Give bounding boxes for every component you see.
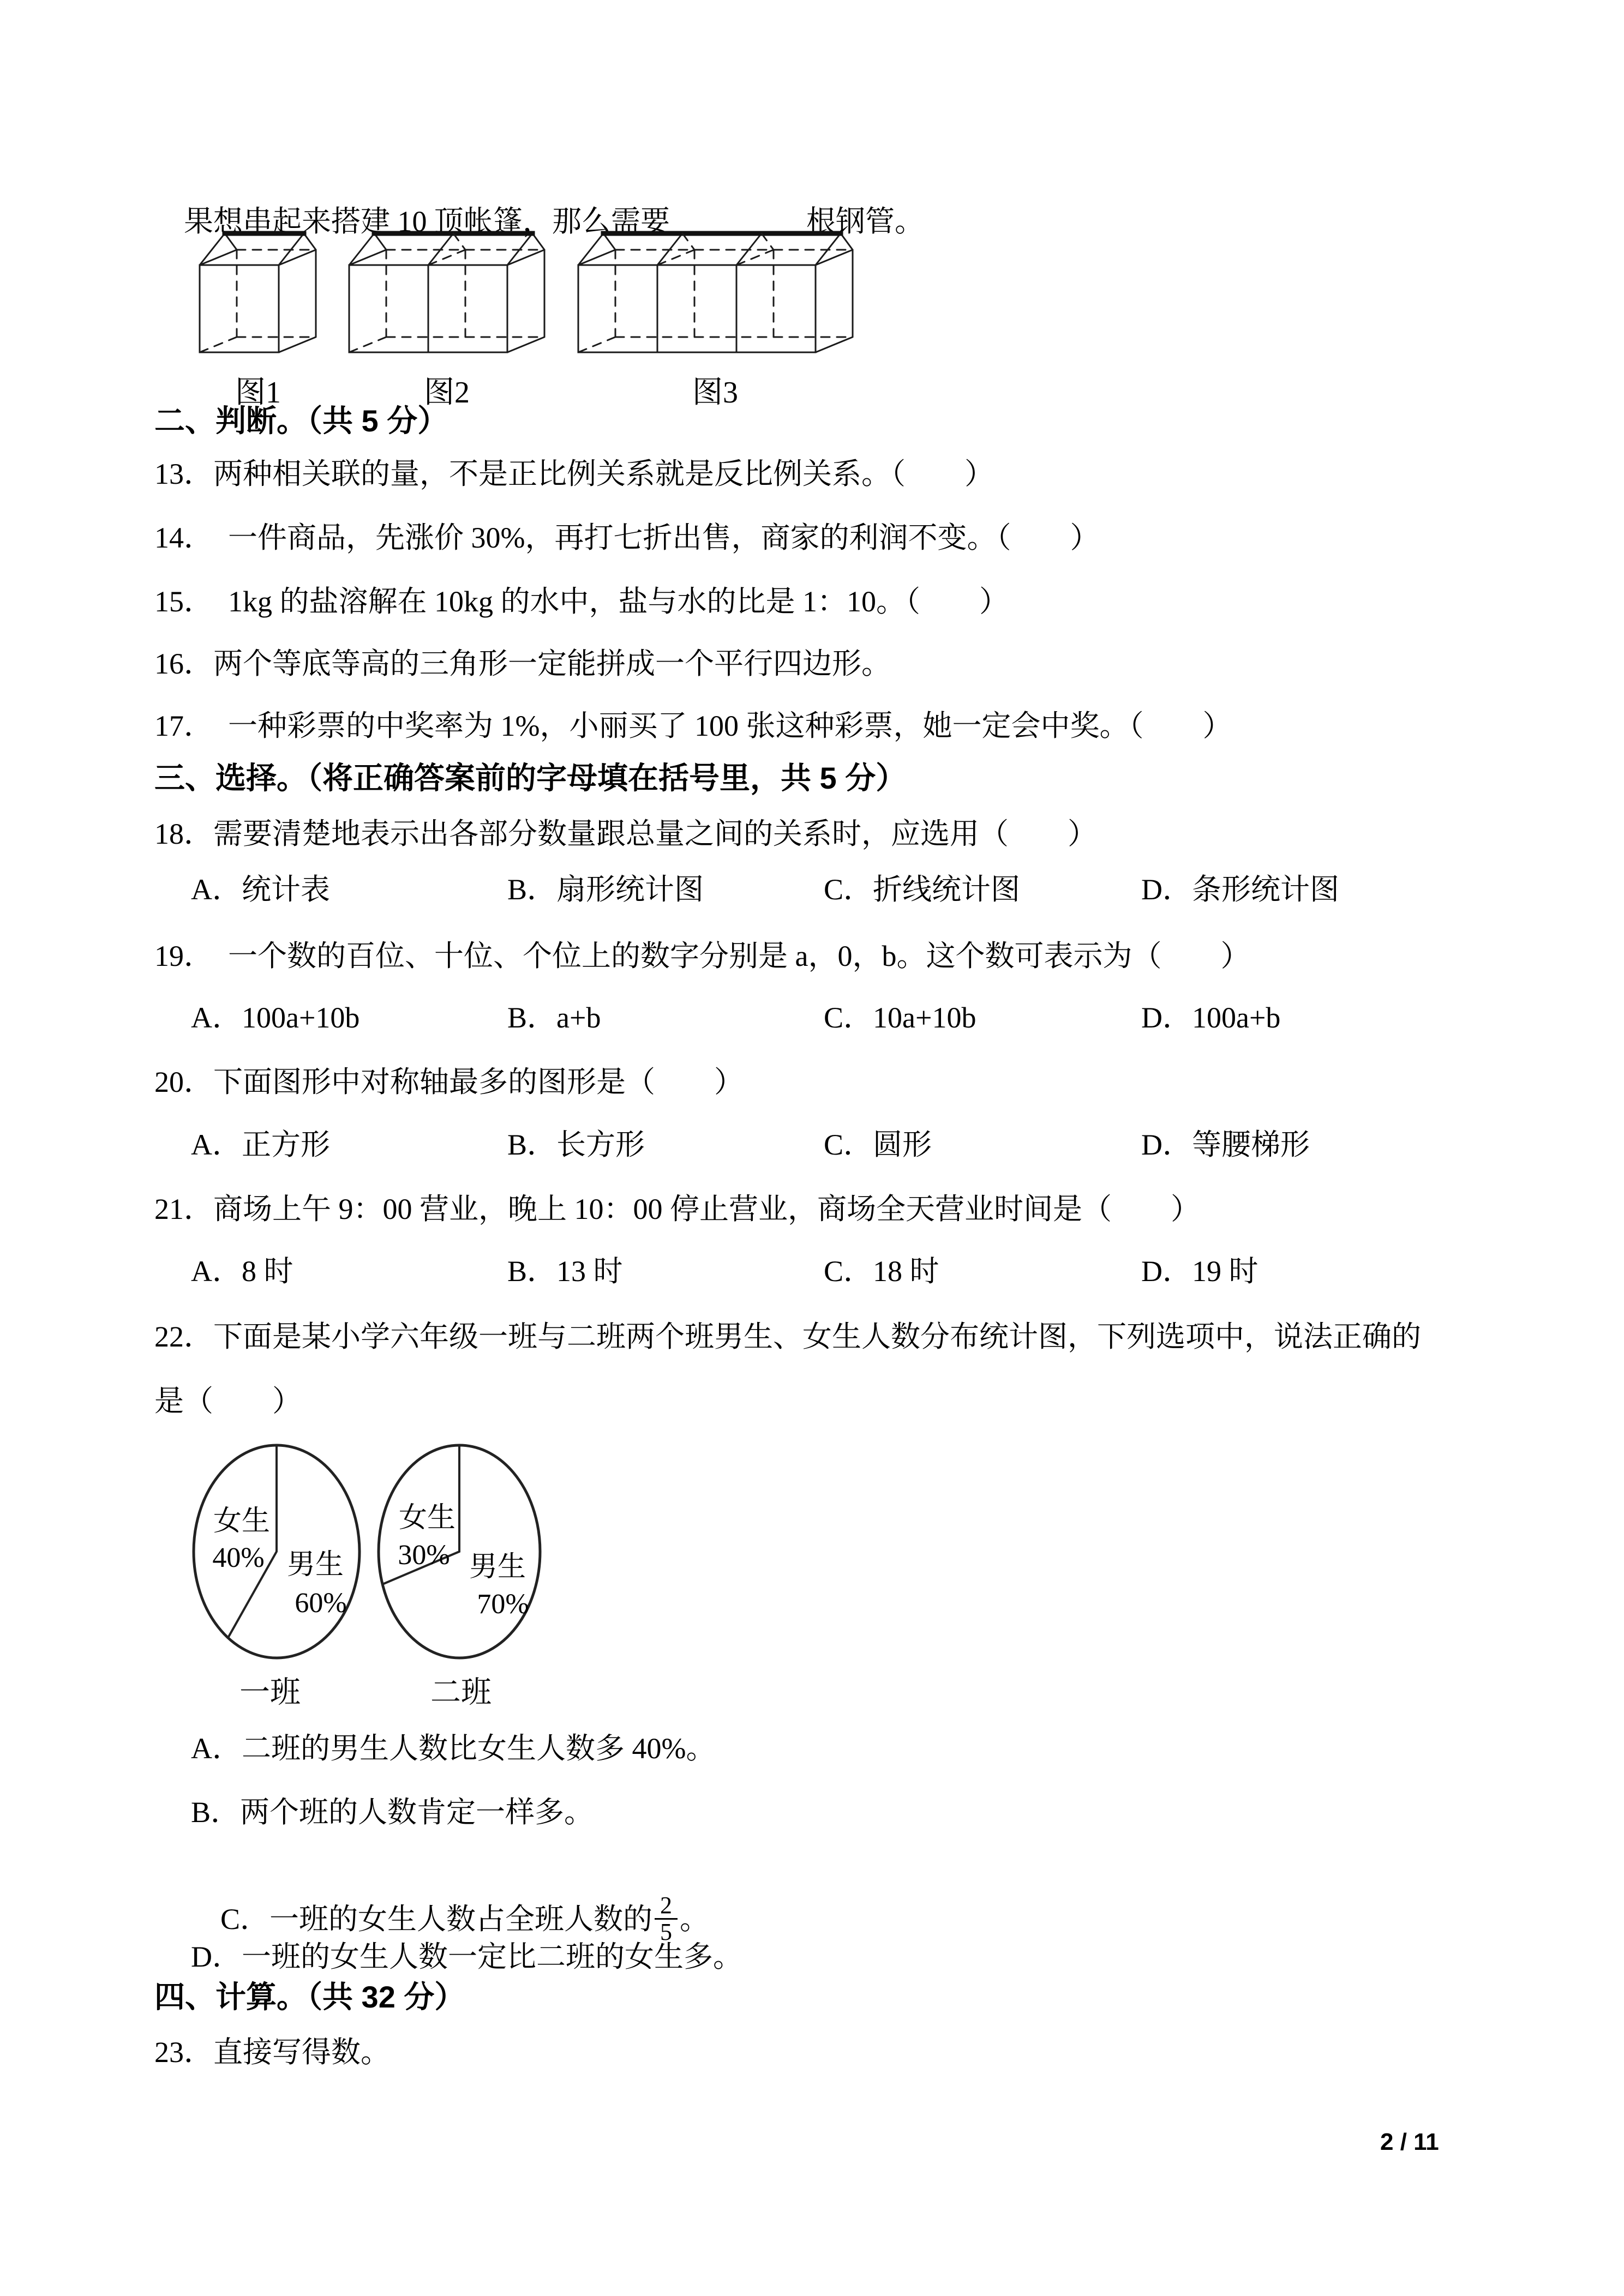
- question-12-text-after: 根钢管。: [806, 205, 924, 238]
- question-14: 14． 一件商品，先涨价 30%，再打七折出售，商家的利润不变。（ ）: [154, 521, 1100, 554]
- question-18-option-d: D．条形统计图: [1141, 873, 1339, 906]
- class2-boys-label: 男生: [469, 1552, 526, 1583]
- class1-boys-value: 60%: [295, 1588, 347, 1619]
- question-21-option-a: A．8 时: [191, 1255, 293, 1288]
- question-18-option-b: B．扇形统计图: [507, 873, 704, 906]
- question-23: 23．直接写得数。: [154, 2036, 390, 2069]
- class2-boys-value: 70%: [477, 1589, 529, 1620]
- question-18-option-c: C．折线统计图: [824, 873, 1021, 906]
- question-13: 13．两种相关联的量，不是正比例关系就是反比例关系。（ ）: [154, 458, 994, 490]
- question-22-line1: 22．下面是某小学六年级一班与二班两个班男生、女生人数分布统计图，下列选项中，说法正确的: [154, 1320, 1421, 1353]
- question-16: 16．两个等底等高的三角形一定能拼成一个平行四边形。: [154, 647, 891, 680]
- question-19-option-d: D．100a+b: [1141, 1001, 1281, 1034]
- figure-3-label: 图3: [692, 376, 738, 410]
- question-22-line2: 是（ ）: [154, 1385, 302, 1417]
- question-20-option-b: B．长方形: [507, 1128, 645, 1161]
- figure-1-label: 图1: [235, 376, 281, 410]
- question-15: 15． 1kg 的盐溶解在 10kg 的水中，盐与水的比是 1：10。（ ）: [154, 585, 1009, 618]
- pie-chart-class1: [194, 1445, 359, 1710]
- section-2-heading: 二、判断。（共 5 分）: [154, 404, 448, 438]
- tent-figure-3: [578, 233, 853, 410]
- fraction-numerator: 2: [660, 1892, 673, 1919]
- question-22-option-c-text: C．一班的女生人数占全班人数的: [220, 1903, 653, 1936]
- question-20-option-d: D．等腰梯形: [1141, 1128, 1310, 1161]
- question-19: 19． 一个数的百位、十位、个位上的数字分别是 a，0，b。这个数可表示为（ ）: [154, 940, 1250, 972]
- question-17: 17． 一种彩票的中奖率为 1%，小丽买了 100 张这种彩票，她一定会中奖。（ ）: [154, 710, 1232, 742]
- pie-chart-class2: [379, 1445, 540, 1710]
- question-20-option-a: A．正方形: [191, 1128, 330, 1161]
- question-12-text-before: 果想串起来搭建 10 顶帐篷，那么需要: [184, 205, 670, 238]
- question-19-option-b: B．a+b: [507, 1001, 601, 1034]
- question-22-option-d: D．一班的女生人数一定比二班的女生多。: [191, 1940, 742, 1973]
- question-20: 20．下面图形中对称轴最多的图形是（ ）: [154, 1066, 744, 1098]
- class1-girls-label: 女生: [213, 1506, 271, 1537]
- question-21-option-b: B．13 时: [507, 1255, 623, 1288]
- question-22-option-b: B．两个班的人数肯定一样多。: [191, 1796, 594, 1829]
- question-21-option-d: D．19 时: [1141, 1255, 1259, 1288]
- question-19-option-c: C．10a+10b: [824, 1001, 976, 1034]
- tent-figure-1: [200, 233, 316, 410]
- pie-charts-svg: [180, 1434, 562, 1718]
- class2-girls-value: 30%: [398, 1540, 450, 1571]
- page-number: 2 / 11: [1380, 2129, 1439, 2155]
- figure-2-label: 图2: [424, 376, 470, 410]
- question-18-option-a: A．统计表: [191, 873, 330, 906]
- question-21-option-c: C．18 时: [824, 1255, 939, 1288]
- fraction-two-fifths: [655, 1893, 678, 1945]
- fraction-denominator: 5: [655, 1918, 678, 1945]
- tent-figure-2: [349, 233, 544, 410]
- tent-figures-svg: [164, 221, 927, 417]
- question-20-option-c: C．圆形: [824, 1128, 932, 1161]
- question-19-option-a: A．100a+10b: [191, 1001, 360, 1034]
- class1-boys-label: 男生: [286, 1549, 344, 1580]
- class1-girls-value: 40%: [212, 1542, 265, 1573]
- question-22-option-c-period: 。: [680, 1903, 710, 1936]
- question-21: 21．商场上午 9：00 营业，晚上 10：00 停止营业，商场全天营业时间是（ ）: [154, 1193, 1200, 1225]
- class1-caption: 一班: [239, 1676, 301, 1710]
- question-18: 18．需要清楚地表示出各部分数量跟总量之间的关系时，应选用（ ）: [154, 818, 1097, 850]
- section-4-heading: 四、计算。（共 32 分）: [154, 1980, 465, 2014]
- class2-girls-label: 女生: [398, 1502, 456, 1534]
- section-3-heading: 三、选择。（将正确答案前的字母填在括号里，共 5 分）: [154, 761, 907, 795]
- question-22-option-a: A．二班的男生人数比女生人数多 40%。: [191, 1732, 716, 1765]
- class2-caption: 二班: [430, 1676, 492, 1710]
